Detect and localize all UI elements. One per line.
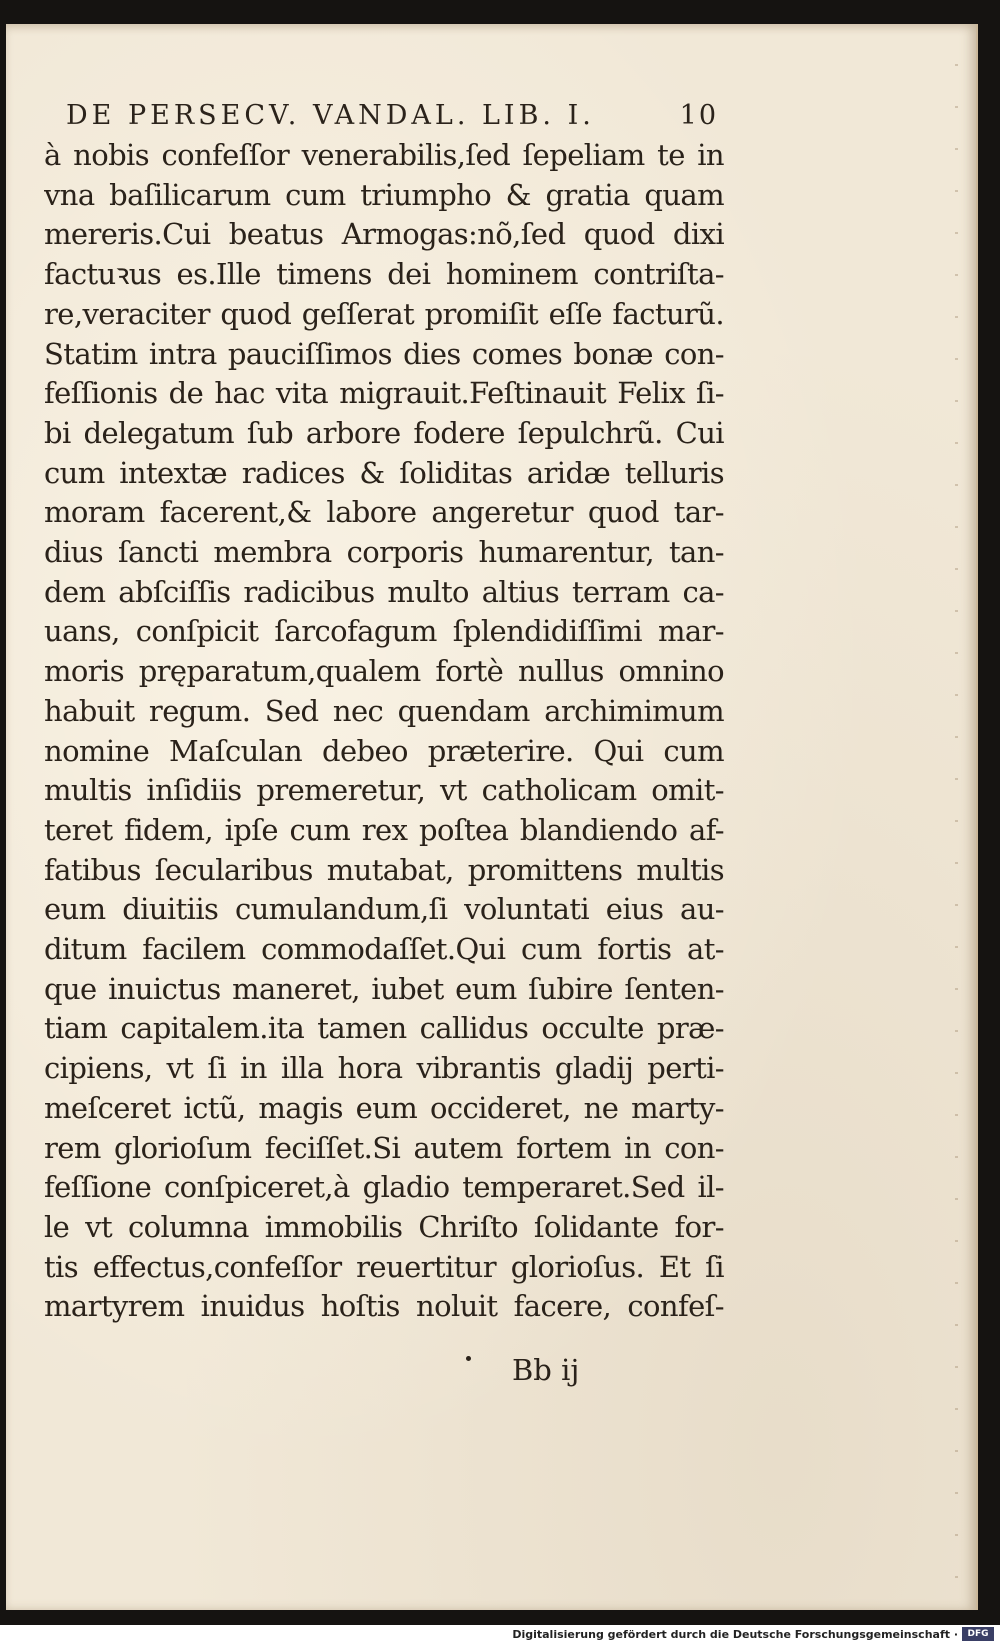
text-line: teret fidem, ipſe cum rex poſtea blandiendo af- [44,812,724,847]
dfg-logo: DFG [962,1627,994,1641]
ink-speck [466,1356,471,1361]
body-text [44,136,724,1327]
text-line: le vt columna immobilis Chriſto ſolidante for- [44,1209,724,1244]
running-head-title: DE PERSECV. VANDAL. LIB. I. [66,100,595,131]
page-edge-shadow [955,24,958,1610]
text-line: mereris.Cui beatus Armogas:nõ,ſed quod dixi [44,217,724,252]
text-line: re,veraciter quod geſſerat promiſit eſſe facturũ. [44,296,724,331]
text-line: moris pręparatum,qualem fortè nullus omnino [44,654,724,689]
footer-credit: Digitalisierung gefördert durch die Deutsche Forschungsgemeinschaft · [512,1628,958,1641]
text-line: dius ſancti membra corporis humarentur, tan- [44,535,724,570]
signature-mark: Bb ij [512,1353,580,1387]
running-head [66,100,718,140]
text-line: feſſione conſpiceret,à gladio temperaret.Sed il- [44,1170,724,1205]
text-line: vna baſilicarum cum triumpho & gratia quam [44,177,724,212]
text-line: tis effectus,confeſſor reuertitur glorioſus. Et ſi [44,1249,724,1284]
folio-number: 10 [679,100,718,131]
text-line: rem glorioſum feciſſet.Si autem fortem in con- [44,1130,724,1165]
text-line: bi delegatum ſub arbore fodere ſepulchrũ. Cui [44,415,724,450]
text-line: multis inſidiis premeretur, vt catholicam omit- [44,773,724,808]
text-line: martyrem inuidus hoſtis noluit facere, confeſ- [44,1289,724,1324]
text-line: ditum facilem commodaſſet.Qui cum fortis at- [44,932,724,967]
text-line: uans, conſpicit ſarcofagum ſplendidiſſimi mar- [44,614,724,649]
text-line: dem abſciſſis radicibus multo altius terram ca- [44,574,724,609]
text-line: cipiens, vt ſi in illa hora vibrantis gladij perti- [44,1051,724,1086]
text-line: Statim intra pauciſſimos dies comes bonæ con- [44,336,724,371]
text-line: fatibus ſecularibus mutabat, promittens multis [44,852,724,887]
text-line: tiam capitalem.ita tamen callidus occulte præ- [44,1011,724,1046]
text-line: factuꝛus es.Ille timens dei hominem contriſta- [44,257,724,292]
text-line: meſceret ictũ, magis eum occideret, ne marty- [44,1090,724,1125]
text-line: que inuictus maneret, iubet eum ſubire ſenten- [44,971,724,1006]
text-line: moram facerent,& labore angeretur quod tar- [44,495,724,530]
text-line: cum intextæ radices & ſoliditas aridæ telluris [44,455,724,490]
text-line: à nobis confeſſor venerabilis,ſed ſepeliam te in [44,138,724,172]
text-line: eum diuitiis cumulandum,ſi voluntati eius au- [44,892,724,927]
text-line: nomine Maſculan debeo præterire. Qui cum [44,733,724,768]
text-line: feſſionis de hac vita migrauit.Feſtinauit Felix ſi- [44,376,724,411]
text-line: habuit regum. Sed nec quendam archimimum [44,693,724,728]
